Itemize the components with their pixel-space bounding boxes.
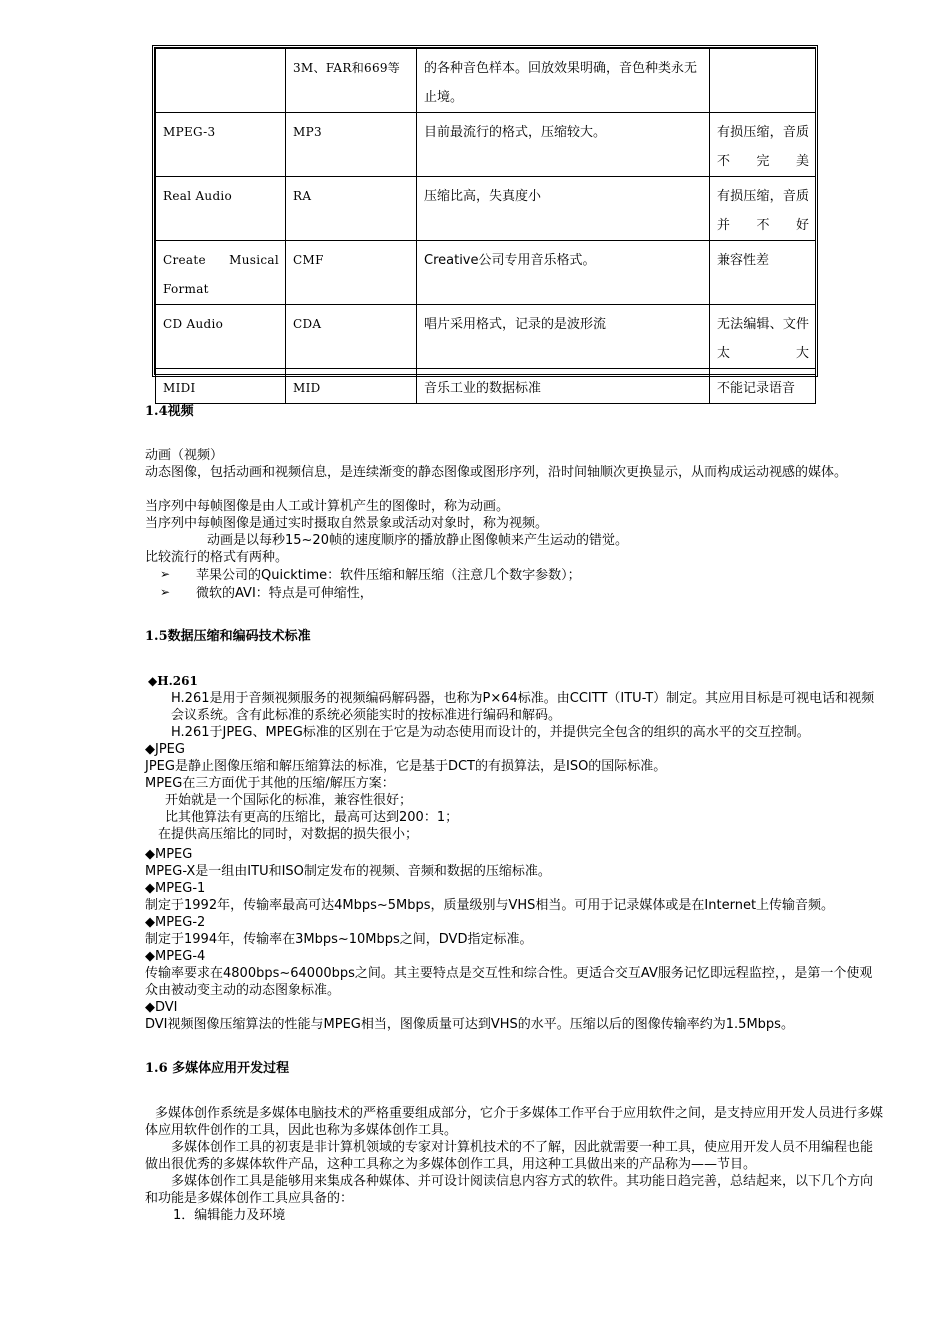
section-title: 视频	[167, 404, 194, 419]
paragraph: 比较流行的格式有两种。	[145, 550, 289, 565]
paragraph: 开始就是一个国际化的标准，兼容性很好；	[165, 793, 413, 808]
table-row	[156, 113, 816, 177]
subheading-mpeg-2: ◆MPEG-2	[145, 915, 206, 930]
section-title: 多媒体应用开发过程	[172, 1061, 290, 1076]
table-cell	[710, 49, 816, 113]
paragraph: 传输率要求在4800bps~64000bps之间。其主要特点是交互性和综合性。更适合交互AV服务记忆即远程监控，，是第一个使观众由被动变主动的动态图象标准。	[145, 966, 873, 998]
section-number: 1.5	[145, 629, 168, 644]
paragraph: JPEG是静止图像压缩和解压缩算法的标准，它是基于DCT的有损算法，是ISO的国际标准。	[145, 759, 667, 774]
table-cell: 目前最流行的格式，压缩较大。	[417, 113, 710, 177]
subheading-jpeg: ◆JPEG	[145, 742, 185, 757]
numbered-item: 1．编辑能力及环境	[173, 1208, 286, 1223]
paragraph: 在提供高压缩比的同时，对数据的损失很小；	[158, 827, 419, 842]
subheading-dvi: ◆DVI	[145, 1000, 178, 1015]
section-heading-1-4	[145, 400, 194, 419]
paragraph: H.261于JPEG、MPEG标准的区别在于它是为动态使用而设计的，并提供完全包含的组织的高水平的交互控制。	[171, 725, 810, 740]
section-title: 数据压缩和编码技术标准	[167, 629, 311, 644]
table-cell: MID	[286, 369, 417, 404]
paragraph: 多媒体创作工具的初衷是非计算机领域的专家对计算机技术的不了解，因此就需要一种工具，使应用开发人员不用编程也能做出很优秀的多媒体软件产品，这种工具称之为多媒体创作工具，用这种工具做出来的产品称为——节目。	[145, 1140, 874, 1172]
table-cell: RA	[286, 177, 417, 241]
audio-format-table	[152, 45, 818, 396]
paragraph: 当序列中每帧图像是通过实时摄取自然景象或活动对象时，称为视频。	[145, 516, 549, 531]
table-cell: 音乐工业的数据标准	[417, 369, 710, 404]
paragraph: 比其他算法有更高的压缩比，最高可达到200：1；	[165, 810, 459, 825]
table-cell: CDA	[286, 305, 417, 369]
paragraph: MPEG在三方面优于其他的压缩/解压方案：	[145, 776, 395, 791]
paragraph: 多媒体创作系统是多媒体电脑技术的严格重要组成部分，它介于多媒体工作平台于应用软件之间，是支持应用开发人员进行多媒体应用软件创作的工具，因此也称为多媒体创作工具。	[145, 1106, 884, 1138]
table-row	[156, 49, 816, 113]
subheading-mpeg-1: ◆MPEG-1	[145, 881, 206, 896]
paragraph	[171, 690, 885, 724]
table-cell: 有损压缩，音质并不好	[710, 177, 816, 241]
list-item: 苹果公司的Quicktime：软件压缩和解压缩（注意几个数字参数）；	[196, 568, 581, 583]
paragraph: 制定于1992年，传输率最高可达4Mbps~5Mbps，质量级别与VHS相当。可用于记录媒体或是在Internet上传输音频。	[145, 898, 835, 913]
section-number: 1.4	[145, 404, 168, 419]
table-cell: Create Musical Format	[156, 241, 286, 305]
table-cell: CMF	[286, 241, 417, 305]
section-heading-1-5	[145, 625, 311, 644]
section-heading-1-6	[145, 1057, 289, 1076]
arrow-bullet-icon: ➢	[160, 585, 171, 599]
table-row	[156, 241, 816, 305]
paragraph: 制定于1994年，传输率在3Mbps~10Mbps之间，DVD指定标准。	[145, 932, 533, 947]
paragraph: 动态图像，包括动画和视频信息，是连续渐变的静态图像或图形序列，沿时间轴顺次更换显示，从而构成运动视感的媒体。	[145, 465, 848, 480]
table-cell: 的各种音色样本。回放效果明确，音色种类永无止境。	[417, 49, 710, 113]
table-cell: 压缩比高，失真度小	[417, 177, 710, 241]
table-row	[156, 177, 816, 241]
paragraph: 动画（视频）	[145, 448, 224, 463]
subheading-mpeg: ◆MPEG	[145, 847, 193, 862]
paragraph: 当序列中每帧图像是由人工或计算机产生的图像时，称为动画。	[145, 499, 510, 514]
table-cell: CD Audio	[156, 305, 286, 369]
section-number: 1.6	[145, 1061, 168, 1076]
table-cell: MPEG-3	[156, 113, 286, 177]
table-cell: 3M、FAR和669等	[286, 49, 417, 113]
table-cell: 唱片采用格式，记录的是波形流	[417, 305, 710, 369]
table-cell: 不能记录语音	[710, 369, 816, 404]
table-cell: 无法编辑、文件太大	[710, 305, 816, 369]
subheading-mpeg-4: ◆MPEG-4	[145, 949, 206, 964]
table-row	[156, 305, 816, 369]
table-cell: 兼容性差	[710, 241, 816, 305]
table-cell: MP3	[286, 113, 417, 177]
table-cell: MIDI	[156, 369, 286, 404]
table-cell: Creative公司专用音乐格式。	[417, 241, 710, 305]
arrow-bullet-icon: ➢	[160, 567, 171, 581]
paragraph: MPEG-X是一组由ITU和ISO制定发布的视频、音频和数据的压缩标准。	[145, 864, 551, 879]
table-cell: Real Audio	[156, 177, 286, 241]
paragraph-text: H.261是用于音频视频服务的视频编码解码器，也称为P×64标准。由CCITT（ITU-T）制定。其应用目标是可视电话和视频会议系统。含有此标准的系统必须能实时的按标准进行编码和解码。	[171, 691, 875, 723]
paragraph: DVI视频图像压缩算法的性能与MPEG相当，图像质量可达到VHS的水平。压缩以后的图像传输率约为1.5Mbps。	[145, 1017, 794, 1032]
table-row	[156, 369, 816, 404]
subheading-h261: ◆H.261	[148, 674, 198, 688]
table-cell: 有损压缩，音质不完美	[710, 113, 816, 177]
paragraph: 动画是以每秒15~20帧的速度顺序的播放静止图像帧来产生运动的错觉。	[207, 533, 628, 548]
table-cell	[156, 49, 286, 113]
paragraph: 多媒体创作工具是能够用来集成各种媒体、并可设计阅读信息内容方式的软件。其功能日趋完善，总结起来，以下几个方向和功能是多媒体创作工具应具备的：	[145, 1174, 874, 1206]
list-item: 微软的AVI：特点是可伸缩性，	[196, 586, 373, 601]
